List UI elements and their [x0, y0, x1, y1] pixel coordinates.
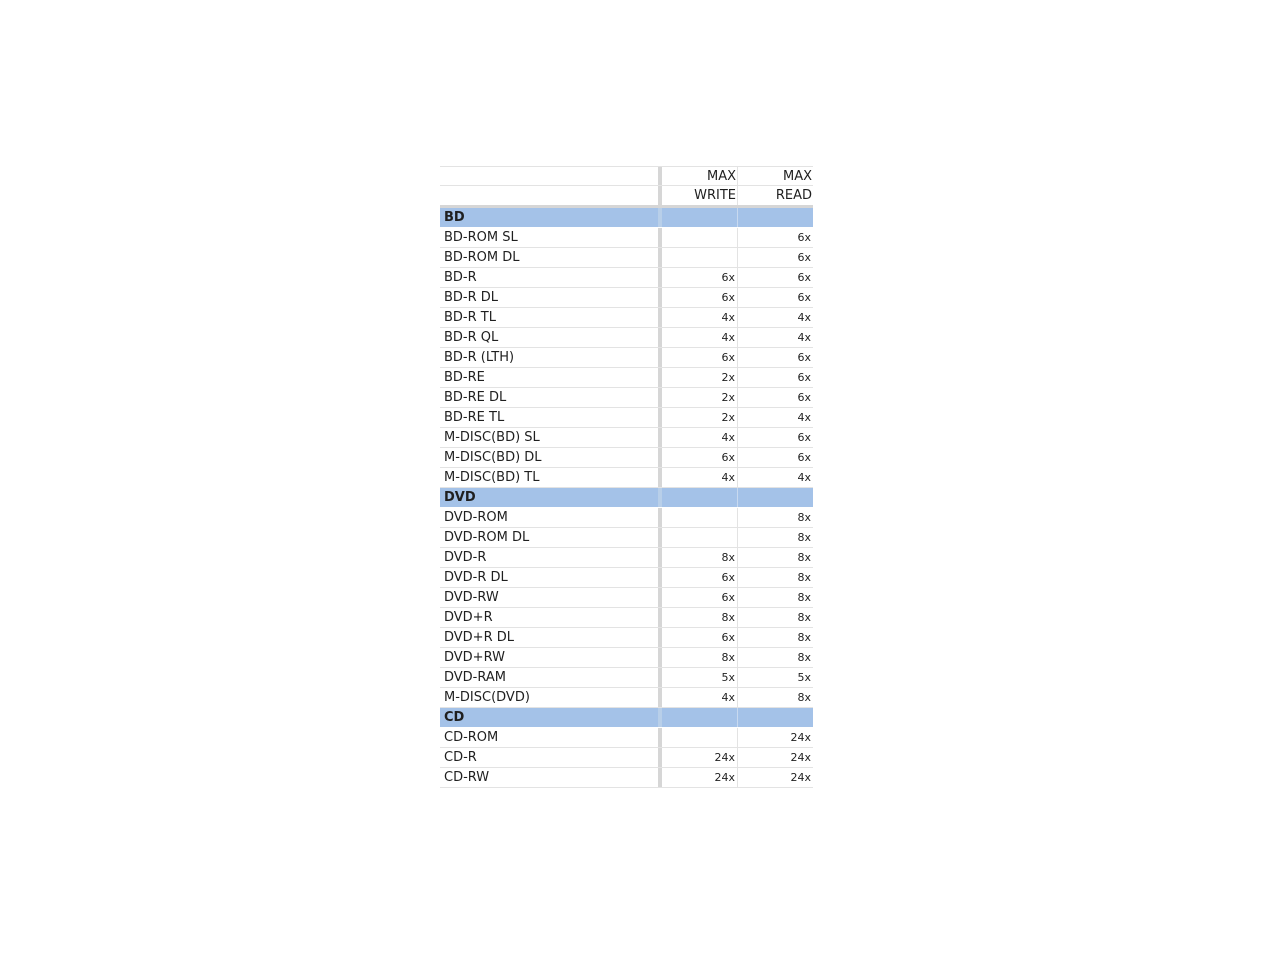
disc-type: BD-RE DL — [444, 390, 507, 405]
table-row — [440, 248, 813, 268]
max-read-value: 6x — [797, 251, 811, 264]
max-write-value: 2x — [662, 388, 738, 407]
max-read-value: 5x — [797, 671, 811, 684]
max-read-value: 6x — [797, 271, 811, 284]
max-write-value — [662, 508, 738, 527]
table-row — [440, 508, 813, 528]
max-write-value: 8x — [662, 608, 738, 627]
max-read-value: 8x — [797, 591, 811, 604]
table-row — [440, 308, 813, 328]
max-read-value: 6x — [797, 391, 811, 404]
max-write-value: 24x — [662, 748, 738, 767]
disc-type: DVD-ROM — [444, 510, 508, 525]
max-read-value: 8x — [797, 691, 811, 704]
section-read-cell — [738, 488, 813, 507]
disc-type: BD-R QL — [444, 330, 499, 345]
disc-type: DVD-RW — [444, 590, 499, 605]
table-row — [440, 388, 813, 408]
max-read-value: 8x — [797, 611, 811, 624]
disc-type: M-DISC(BD) TL — [444, 470, 540, 485]
section-read-cell — [738, 708, 813, 727]
max-write-value — [662, 528, 738, 547]
table-row — [440, 548, 813, 568]
section-header-cd — [440, 708, 813, 728]
table-row — [440, 688, 813, 708]
max-write-value: 6x — [662, 348, 738, 367]
section-write-cell — [662, 708, 738, 727]
table-row — [440, 588, 813, 608]
disc-type: DVD-R — [444, 550, 487, 565]
table-row — [440, 568, 813, 588]
disc-type: M-DISC(BD) DL — [444, 450, 542, 465]
section-title: CD — [444, 710, 465, 725]
table-row — [440, 528, 813, 548]
max-write-value: 8x — [662, 548, 738, 567]
header-write-bottom: WRITE — [662, 186, 738, 205]
max-read-value: 8x — [797, 571, 811, 584]
section-write-cell — [662, 488, 738, 507]
max-write-value: 4x — [662, 688, 738, 707]
max-write-value — [662, 228, 738, 247]
max-write-value: 6x — [662, 588, 738, 607]
max-read-value: 4x — [797, 311, 811, 324]
max-write-value: 4x — [662, 428, 738, 447]
disc-type: M-DISC(BD) SL — [444, 430, 540, 445]
max-read-value: 6x — [797, 231, 811, 244]
max-write-value: 6x — [662, 288, 738, 307]
disc-type: DVD+RW — [444, 650, 505, 665]
disc-type: BD-ROM SL — [444, 230, 518, 245]
table-row — [440, 348, 813, 368]
section-title: DVD — [444, 490, 476, 505]
disc-type: CD-R — [444, 750, 477, 765]
section-header-bd — [440, 208, 813, 228]
max-write-value: 6x — [662, 628, 738, 647]
disc-type: DVD+R — [444, 610, 493, 625]
table-row — [440, 728, 813, 748]
header-read-top: MAX — [782, 168, 812, 184]
max-read-value: 6x — [797, 451, 811, 464]
max-write-value: 2x — [662, 408, 738, 427]
header-row-top — [440, 166, 813, 186]
max-read-value: 6x — [797, 371, 811, 384]
disc-type: DVD-R DL — [444, 570, 508, 585]
table-row — [440, 448, 813, 468]
header-row-bottom — [440, 186, 813, 208]
disc-type: BD-R TL — [444, 310, 496, 325]
max-read-value: 24x — [790, 771, 811, 784]
max-read-value: 6x — [797, 351, 811, 364]
disc-type: DVD-RAM — [444, 670, 506, 685]
disc-type: M-DISC(DVD) — [444, 690, 530, 705]
disc-type: BD-ROM DL — [444, 250, 520, 265]
header-name-cell — [440, 186, 658, 205]
table-row — [440, 748, 813, 768]
max-read-value: 8x — [797, 511, 811, 524]
max-write-value: 4x — [662, 468, 738, 487]
max-write-value — [662, 728, 738, 747]
disc-type: BD-R DL — [444, 290, 499, 305]
max-read-value: 4x — [797, 411, 811, 424]
table-row — [440, 468, 813, 488]
max-write-value: 2x — [662, 368, 738, 387]
table-row — [440, 328, 813, 348]
section-title: BD — [444, 210, 465, 225]
section-header-dvd — [440, 488, 813, 508]
max-read-value: 8x — [797, 531, 811, 544]
header-read-bottom: READ — [775, 188, 812, 203]
table-row — [440, 668, 813, 688]
max-read-value: 6x — [797, 291, 811, 304]
max-read-value: 24x — [790, 731, 811, 744]
max-write-value: 5x — [662, 668, 738, 687]
max-read-value: 24x — [790, 751, 811, 764]
max-read-value: 4x — [797, 331, 811, 344]
table-body — [440, 208, 813, 788]
table-row — [440, 428, 813, 448]
table-row — [440, 648, 813, 668]
table-row — [440, 408, 813, 428]
max-write-value: 4x — [662, 328, 738, 347]
disc-type: DVD+R DL — [444, 630, 514, 645]
table-row — [440, 368, 813, 388]
max-read-value: 8x — [797, 631, 811, 644]
section-read-cell — [738, 208, 813, 227]
max-read-value: 6x — [797, 431, 811, 444]
table-row — [440, 628, 813, 648]
disc-type: DVD-ROM DL — [444, 530, 530, 545]
table-row — [440, 768, 813, 788]
disc-type: BD-R (LTH) — [444, 350, 515, 365]
table-row — [440, 268, 813, 288]
header-name-cell — [440, 167, 658, 185]
disc-type: CD-ROM — [444, 730, 499, 745]
max-read-value: 8x — [797, 551, 811, 564]
max-read-value: 4x — [797, 471, 811, 484]
table-row — [440, 288, 813, 308]
max-read-value: 8x — [797, 651, 811, 664]
table-row — [440, 608, 813, 628]
max-write-value: 4x — [662, 308, 738, 327]
disc-spec-table — [440, 166, 813, 788]
max-write-value: 8x — [662, 648, 738, 667]
disc-type: BD-R — [444, 270, 477, 285]
disc-type: CD-RW — [444, 770, 490, 785]
max-write-value: 6x — [662, 268, 738, 287]
max-write-value: 24x — [662, 768, 738, 787]
disc-type: BD-RE TL — [444, 410, 505, 425]
section-write-cell — [662, 208, 738, 227]
header-write-top: MAX — [662, 167, 738, 185]
table-row — [440, 228, 813, 248]
max-write-value — [662, 248, 738, 267]
max-write-value: 6x — [662, 568, 738, 587]
max-write-value: 6x — [662, 448, 738, 467]
disc-type: BD-RE — [444, 370, 485, 385]
